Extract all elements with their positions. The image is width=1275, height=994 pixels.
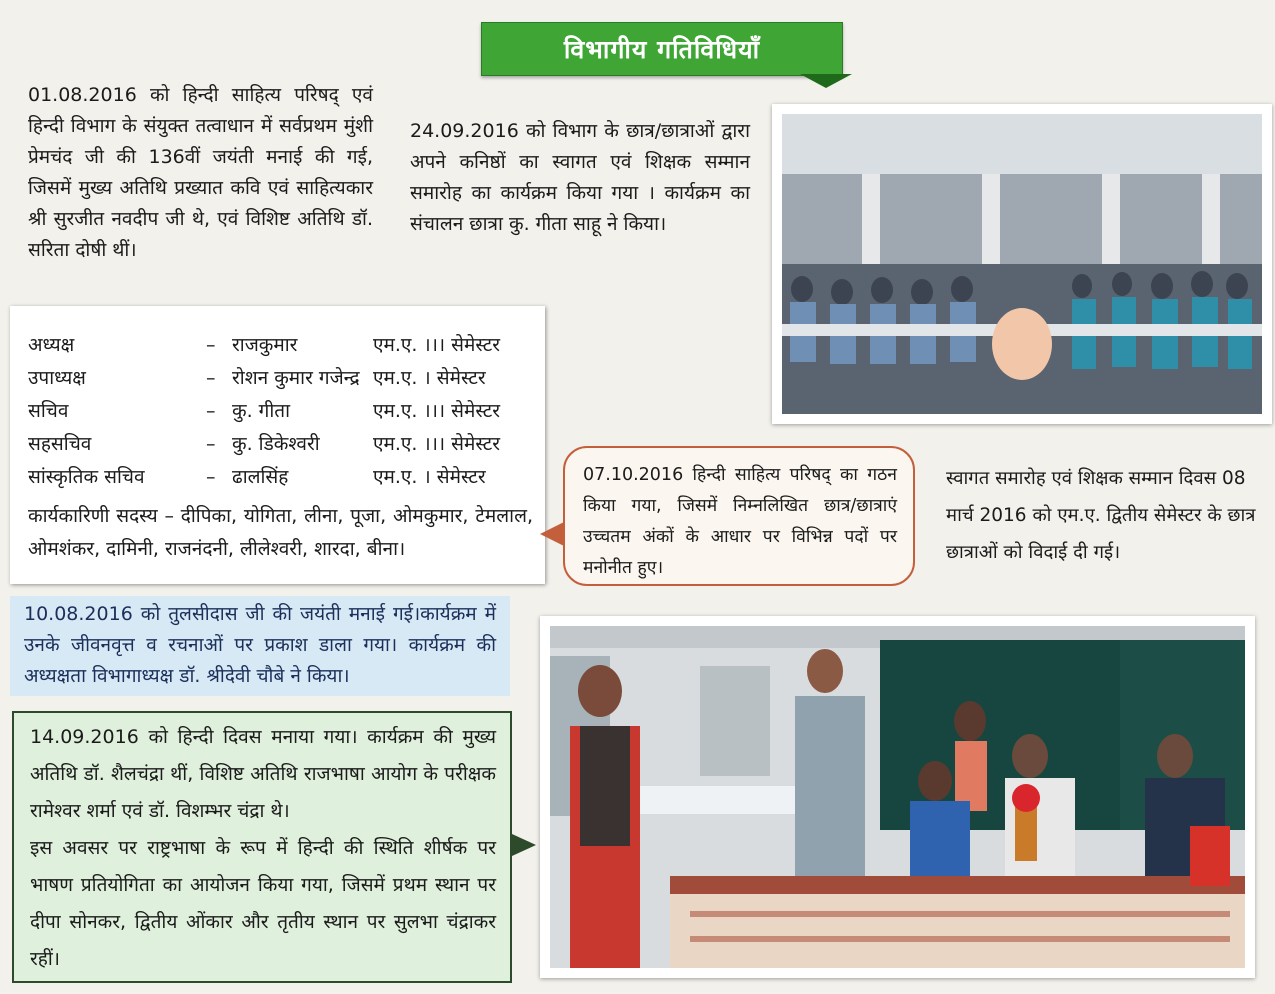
council-name: रोशन कुमार गजेन्द्र bbox=[232, 367, 360, 389]
auditorium-photo-image bbox=[782, 114, 1262, 414]
hindi-diwas-paragraph-2: इस अवसर पर राष्ट्रभाषा के रूप में हिन्दी की स्थिति शीर्षक पर भाषण प्रतियोगिता का आयोजन किया गया, जिसमें प्रथम स्थान पर दीपा सोनकर, द्वितीय ओंकार और तृतीय स्थान पर सुलभा चंद्राकर रहीं। bbox=[30, 837, 496, 970]
council-semester: एम.ए. । सेमेस्टर bbox=[373, 367, 486, 389]
hindi-diwas-box bbox=[12, 711, 512, 983]
hindi-diwas-pointer bbox=[512, 834, 536, 856]
council-name: कु. गीता bbox=[232, 400, 291, 422]
council-dash: – bbox=[206, 466, 216, 488]
council-semester: एम.ए. ।।। सेमेस्टर bbox=[373, 334, 501, 356]
council-dash: – bbox=[206, 400, 216, 422]
council-role: अध्यक्ष bbox=[28, 334, 75, 356]
welcome-ceremony-paragraph: 24.09.2016 को विभाग के छात्र/छात्राओं द्वारा अपने कनिष्ठों का स्वागत एवं शिक्षक सम्मान समारोह का कार्यक्रम किया गया । कार्यक्रम का संचालन छात्रा कु. गीता साहू ने किया। bbox=[410, 120, 750, 235]
council-semester: एम.ए. ।।। सेमेस्टर bbox=[373, 400, 501, 422]
bubble-tail bbox=[540, 522, 564, 546]
council-role: उपाध्यक्ष bbox=[28, 367, 86, 389]
council-formation-text: 07.10.2016 हिन्दी साहित्य परिषद् का गठन किया गया, जिसमें निम्नलिखित छात्र/छात्राएं उच्चतम अंकों के आधार पर विभिन्न पदों पर मनोनीत हुए। bbox=[583, 465, 897, 578]
page-title-banner bbox=[481, 22, 843, 76]
auditorium-photo bbox=[772, 104, 1272, 424]
council-dash: – bbox=[206, 334, 216, 356]
council-name: राजकुमार bbox=[232, 334, 298, 356]
farewell-paragraph: स्वागत समारोह एवं शिक्षक सम्मान दिवस 08 मार्च 2016 को एम.ए. द्वितीय सेमेस्टर के छात्र छात्राओं को विदाई दी गई। bbox=[946, 468, 1256, 563]
council-dash: – bbox=[206, 433, 216, 455]
council-semester: एम.ए. ।।। सेमेस्टर bbox=[373, 433, 501, 455]
executive-members: कार्यकारिणी सदस्य – दीपिका, योगिता, लीना, पूजा, ओमकुमार, टेमलाल, ओमशंकर, दामिनी, राजनंदनी, लीलेश्वरी, शारदा, बीना। bbox=[28, 505, 533, 560]
council-role: सहसचिव bbox=[28, 433, 92, 455]
premchand-jayanti-paragraph: 01.08.2016 को हिन्दी साहित्य परिषद् एवं हिन्दी विभाग के संयुक्त तत्वाधान में सर्वप्रथम मुंशी प्रेमचंद जी की 136वीं जयंती मनाई की गई, जिसमें मुख्य अतिथि प्रख्यात कवि एवं साहित्यकार श्री सुरजीत नवदीप जी थे, एवं विशिष्ट अतिथि डॉ. सरिता दोषी थीं। bbox=[28, 84, 373, 261]
ceremony-photo-image bbox=[550, 626, 1245, 968]
council-formation-bubble bbox=[563, 446, 915, 586]
tulsidas-jayanti-text: 10.08.2016 को तुलसीदास जी की जयंती मनाई गई।कार्यक्रम में उनके जीवनवृत्त व रचनाओं पर प्रकाश डाला गया। कार्यक्रम की अध्यक्षता विभागाध्यक्ष डॉ. श्रीदेवी चौबे ने किया। bbox=[24, 603, 496, 687]
page-title: विभागीय गतिविधियाँ bbox=[563, 35, 761, 64]
council-name: ढालसिंह bbox=[232, 466, 289, 488]
banner-ribbon-fold bbox=[800, 74, 852, 88]
tulsidas-jayanti-box bbox=[10, 596, 510, 696]
council-dash: – bbox=[206, 367, 216, 389]
council-name: कु. डिकेश्वरी bbox=[232, 433, 320, 455]
council-role: सांस्कृतिक सचिव bbox=[28, 466, 145, 488]
council-members-box bbox=[10, 306, 545, 584]
council-semester: एम.ए. । सेमेस्टर bbox=[373, 466, 486, 488]
hindi-diwas-ceremony-photo bbox=[540, 616, 1255, 978]
council-role: सचिव bbox=[28, 400, 69, 422]
hindi-diwas-paragraph-1: 14.09.2016 को हिन्दी दिवस मनाया गया। कार्यक्रम की मुख्य अतिथि डॉ. शैलचंद्रा थीं, विशिष्ट अतिथि राजभाषा आयोग के परीक्षक रामेश्वर शर्मा एवं डॉ. विशम्भर चंद्रा थे। bbox=[30, 726, 496, 822]
